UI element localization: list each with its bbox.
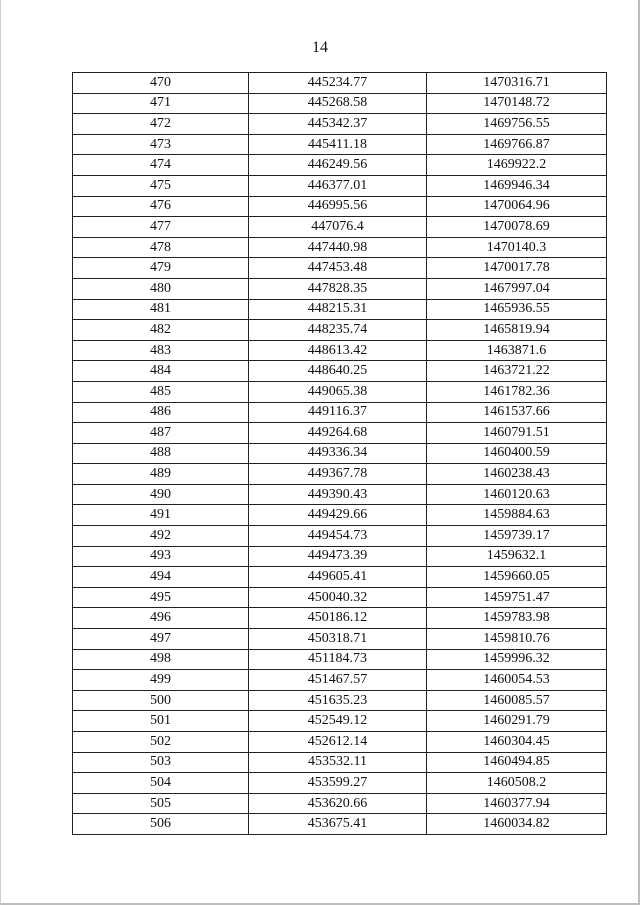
y-coordinate-cell: 1469946.34: [427, 175, 607, 196]
table-row: [73, 793, 607, 814]
point-number-cell: 477: [73, 217, 249, 238]
point-number-cell: 472: [73, 114, 249, 135]
point-number-cell: 499: [73, 670, 249, 691]
x-coordinate-cell: 449429.66: [249, 505, 427, 526]
y-coordinate-cell: 1461782.36: [427, 381, 607, 402]
point-number-cell: 502: [73, 732, 249, 753]
y-coordinate-cell: 1459739.17: [427, 526, 607, 547]
x-coordinate-cell: 449264.68: [249, 423, 427, 444]
y-coordinate-cell: 1465819.94: [427, 320, 607, 341]
x-coordinate-cell: 445342.37: [249, 114, 427, 135]
x-coordinate-cell: 453532.11: [249, 752, 427, 773]
y-coordinate-cell: 1460291.79: [427, 711, 607, 732]
point-number-cell: 492: [73, 526, 249, 547]
page-number: 14: [312, 39, 328, 56]
y-coordinate-cell: 1459783.98: [427, 608, 607, 629]
point-number-cell: 489: [73, 464, 249, 485]
point-number-cell: 498: [73, 649, 249, 670]
x-coordinate-cell: 447828.35: [249, 278, 427, 299]
y-coordinate-cell: 1470140.3: [427, 237, 607, 258]
table-row: [73, 526, 607, 547]
table-row: [73, 361, 607, 382]
table-row: [73, 320, 607, 341]
x-coordinate-cell: 451467.57: [249, 670, 427, 691]
point-number-cell: 470: [73, 73, 249, 94]
x-coordinate-cell: 453675.41: [249, 814, 427, 835]
point-number-cell: 488: [73, 443, 249, 464]
x-coordinate-cell: 449336.34: [249, 443, 427, 464]
x-coordinate-cell: 446995.56: [249, 196, 427, 217]
point-number-cell: 497: [73, 629, 249, 650]
point-number-cell: 476: [73, 196, 249, 217]
point-number-cell: 504: [73, 773, 249, 794]
y-coordinate-cell: 1460377.94: [427, 793, 607, 814]
table-row: [73, 402, 607, 423]
y-coordinate-cell: 1470316.71: [427, 73, 607, 94]
y-coordinate-cell: 1459810.76: [427, 629, 607, 650]
point-number-cell: 474: [73, 155, 249, 176]
y-coordinate-cell: 1469756.55: [427, 114, 607, 135]
x-coordinate-cell: 445268.58: [249, 93, 427, 114]
table-row: [73, 237, 607, 258]
table-row: [73, 711, 607, 732]
x-coordinate-cell: 453599.27: [249, 773, 427, 794]
point-number-cell: 503: [73, 752, 249, 773]
point-number-cell: 471: [73, 93, 249, 114]
table-row: [73, 732, 607, 753]
table-row: [73, 381, 607, 402]
y-coordinate-cell: 1459884.63: [427, 505, 607, 526]
point-number-cell: 479: [73, 258, 249, 279]
point-number-cell: 490: [73, 484, 249, 505]
y-coordinate-cell: 1460034.82: [427, 814, 607, 835]
y-coordinate-cell: 1460120.63: [427, 484, 607, 505]
table-row: [73, 752, 607, 773]
x-coordinate-cell: 448640.25: [249, 361, 427, 382]
table-row: [73, 464, 607, 485]
x-coordinate-cell: 448235.74: [249, 320, 427, 341]
x-coordinate-cell: 445234.77: [249, 73, 427, 94]
table-row: [73, 443, 607, 464]
y-coordinate-cell: 1470064.96: [427, 196, 607, 217]
point-number-cell: 494: [73, 567, 249, 588]
y-coordinate-cell: 1470148.72: [427, 93, 607, 114]
y-coordinate-cell: 1467997.04: [427, 278, 607, 299]
y-coordinate-cell: 1459632.1: [427, 546, 607, 567]
x-coordinate-cell: 451184.73: [249, 649, 427, 670]
table-row: [73, 608, 607, 629]
y-coordinate-cell: 1459996.32: [427, 649, 607, 670]
point-number-cell: 480: [73, 278, 249, 299]
y-coordinate-cell: 1460494.85: [427, 752, 607, 773]
point-number-cell: 485: [73, 381, 249, 402]
point-number-cell: 481: [73, 299, 249, 320]
point-number-cell: 500: [73, 690, 249, 711]
x-coordinate-cell: 449116.37: [249, 402, 427, 423]
x-coordinate-cell: 448613.42: [249, 340, 427, 361]
x-coordinate-cell: 452549.12: [249, 711, 427, 732]
x-coordinate-cell: 453620.66: [249, 793, 427, 814]
table-row: [73, 175, 607, 196]
y-coordinate-cell: 1460238.43: [427, 464, 607, 485]
table-row: [73, 484, 607, 505]
x-coordinate-cell: 446377.01: [249, 175, 427, 196]
point-number-cell: 478: [73, 237, 249, 258]
coordinates-table: [72, 72, 607, 835]
x-coordinate-cell: 445411.18: [249, 134, 427, 155]
y-coordinate-cell: 1460791.51: [427, 423, 607, 444]
coordinates-table-body: [73, 73, 607, 835]
y-coordinate-cell: 1465936.55: [427, 299, 607, 320]
table-row: [73, 134, 607, 155]
y-coordinate-cell: 1460304.45: [427, 732, 607, 753]
y-coordinate-cell: 1470017.78: [427, 258, 607, 279]
table-row: [73, 114, 607, 135]
x-coordinate-cell: 447440.98: [249, 237, 427, 258]
table-row: [73, 670, 607, 691]
point-number-cell: 483: [73, 340, 249, 361]
table-row: [73, 217, 607, 238]
y-coordinate-cell: 1469766.87: [427, 134, 607, 155]
table-row: [73, 773, 607, 794]
table-row: [73, 546, 607, 567]
point-number-cell: 495: [73, 587, 249, 608]
table-row: [73, 587, 607, 608]
table-row: [73, 505, 607, 526]
point-number-cell: 493: [73, 546, 249, 567]
x-coordinate-cell: 452612.14: [249, 732, 427, 753]
point-number-cell: 487: [73, 423, 249, 444]
point-number-cell: 505: [73, 793, 249, 814]
point-number-cell: 473: [73, 134, 249, 155]
table-row: [73, 423, 607, 444]
table-row: [73, 690, 607, 711]
table-row: [73, 278, 607, 299]
x-coordinate-cell: 449454.73: [249, 526, 427, 547]
x-coordinate-cell: 449065.38: [249, 381, 427, 402]
table-row: [73, 299, 607, 320]
y-coordinate-cell: 1460400.59: [427, 443, 607, 464]
table-row: [73, 93, 607, 114]
x-coordinate-cell: 448215.31: [249, 299, 427, 320]
x-coordinate-cell: 451635.23: [249, 690, 427, 711]
point-number-cell: 501: [73, 711, 249, 732]
y-coordinate-cell: 1460054.53: [427, 670, 607, 691]
table-row: [73, 155, 607, 176]
x-coordinate-cell: 449473.39: [249, 546, 427, 567]
point-number-cell: 484: [73, 361, 249, 382]
y-coordinate-cell: 1459751.47: [427, 587, 607, 608]
table-row: [73, 814, 607, 835]
x-coordinate-cell: 450040.32: [249, 587, 427, 608]
table-row: [73, 196, 607, 217]
y-coordinate-cell: 1469922.2: [427, 155, 607, 176]
point-number-cell: 486: [73, 402, 249, 423]
x-coordinate-cell: 450186.12: [249, 608, 427, 629]
point-number-cell: 482: [73, 320, 249, 341]
y-coordinate-cell: 1460085.57: [427, 690, 607, 711]
point-number-cell: 506: [73, 814, 249, 835]
point-number-cell: 496: [73, 608, 249, 629]
table-row: [73, 649, 607, 670]
table-row: [73, 73, 607, 94]
x-coordinate-cell: 449390.43: [249, 484, 427, 505]
table-row: [73, 340, 607, 361]
table-row: [73, 567, 607, 588]
point-number-cell: 475: [73, 175, 249, 196]
point-number-cell: 491: [73, 505, 249, 526]
table-row: [73, 629, 607, 650]
x-coordinate-cell: 449367.78: [249, 464, 427, 485]
x-coordinate-cell: 447076.4: [249, 217, 427, 238]
x-coordinate-cell: 449605.41: [249, 567, 427, 588]
y-coordinate-cell: 1463871.6: [427, 340, 607, 361]
y-coordinate-cell: 1463721.22: [427, 361, 607, 382]
y-coordinate-cell: 1470078.69: [427, 217, 607, 238]
y-coordinate-cell: 1459660.05: [427, 567, 607, 588]
table-row: [73, 258, 607, 279]
y-coordinate-cell: 1460508.2: [427, 773, 607, 794]
y-coordinate-cell: 1461537.66: [427, 402, 607, 423]
x-coordinate-cell: 447453.48: [249, 258, 427, 279]
x-coordinate-cell: 450318.71: [249, 629, 427, 650]
x-coordinate-cell: 446249.56: [249, 155, 427, 176]
